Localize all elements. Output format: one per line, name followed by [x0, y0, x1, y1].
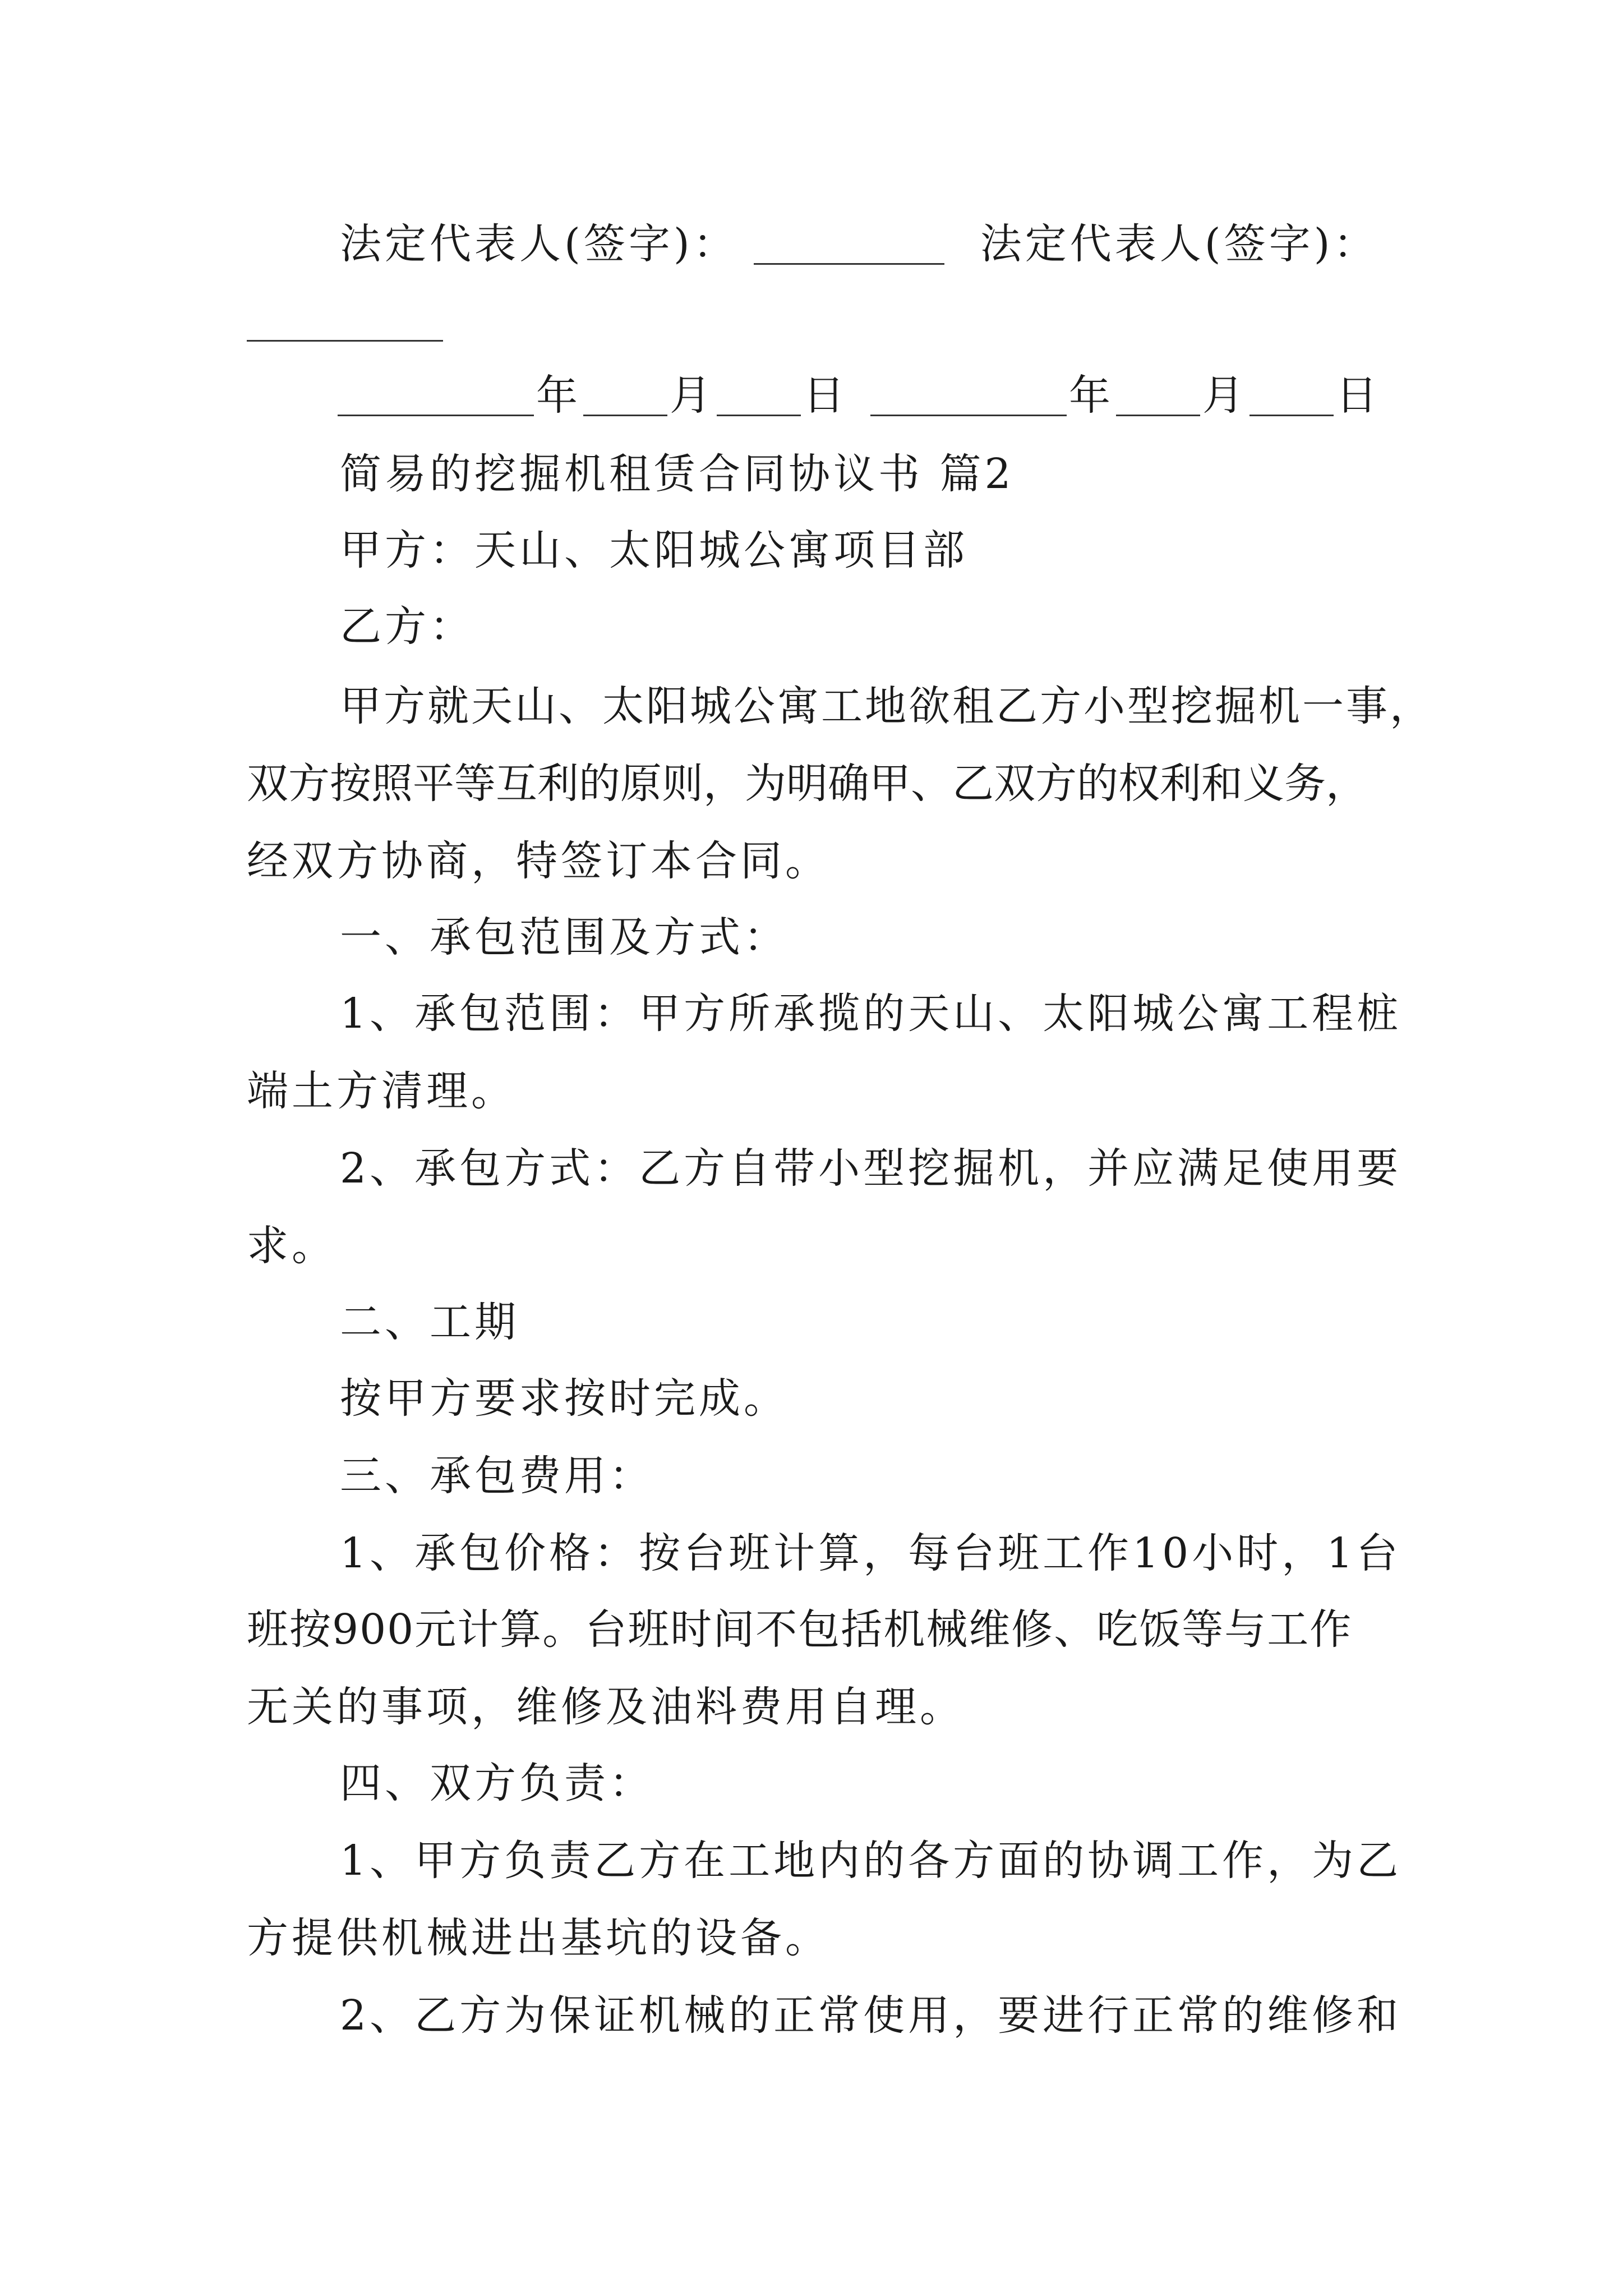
year-label-right: 年: [1069, 371, 1114, 420]
day-blank-right[interactable]: [1249, 380, 1334, 416]
body-line: 一、承包范围及方式：: [340, 913, 789, 961]
date-row: [335, 371, 1381, 420]
body-line: 1、承包范围：甲方所承揽的天山、太阳城公寓工程桩: [340, 990, 1402, 1038]
left-signature-blank[interactable]: [754, 228, 944, 265]
body-line: 二、工期: [340, 1298, 519, 1346]
year-blank-right[interactable]: [870, 380, 1067, 416]
body-line: 甲方就天山、太阳城公寓工地欲租乙方小型挖掘机一事，: [340, 682, 1433, 730]
month-blank-right[interactable]: [1116, 380, 1200, 416]
right-signature-label: 法定代表人(签字)：: [980, 220, 1378, 268]
body-line: 1、承包价格：按台班计算，每台班工作10小时，1台: [340, 1529, 1401, 1577]
body-line: 2、乙方为保证机械的正常使用，要进行正常的维修和: [340, 1991, 1402, 2040]
body-line: 方提供机械进出基坑的设备。: [247, 1914, 830, 1962]
left-signature-label: 法定代表人(签字)：: [340, 220, 738, 268]
party-a: 甲方：天山、太阳城公寓项目部: [340, 526, 968, 574]
day-blank-left[interactable]: [717, 380, 801, 416]
body-line: 无关的事项，维修及油料费用自理。: [247, 1683, 965, 1731]
body-line: 2、承包方式：乙方自带小型挖掘机，并应满足使用要: [340, 1144, 1402, 1193]
body-line: 端土方清理。: [247, 1067, 516, 1115]
document-heading: 简易的挖掘机租赁合同协议书 篇2: [340, 450, 1015, 498]
month-label-left: 月: [670, 371, 714, 420]
month-label-right: 月: [1202, 371, 1247, 420]
body-line: 经双方协商，特签订本合同。: [247, 837, 830, 885]
body-line: 按甲方要求按时完成。: [340, 1374, 789, 1423]
right-signature-blank[interactable]: [247, 340, 443, 342]
party-b: 乙方：: [340, 602, 474, 651]
year-label-left: 年: [536, 371, 581, 420]
body-line: 双方按照平等互利的原则，为明确甲、乙双方的权利和义务，: [247, 760, 1367, 808]
body-line: 1、甲方负责乙方在工地内的各方面的协调工作，为乙: [340, 1837, 1402, 1885]
year-blank-left[interactable]: [338, 380, 534, 416]
body-line: 三、承包费用：: [340, 1452, 654, 1500]
body-line: 班按900元计算。台班时间不包括机械维修、吃饭等与工作: [247, 1605, 1353, 1654]
day-label-left: 日: [803, 371, 848, 420]
signature-row: [340, 220, 1378, 268]
month-blank-left[interactable]: [583, 380, 667, 416]
body-line: 求。: [247, 1222, 336, 1270]
body-line: 四、双方负责：: [340, 1759, 654, 1807]
day-label-right: 日: [1336, 371, 1381, 420]
